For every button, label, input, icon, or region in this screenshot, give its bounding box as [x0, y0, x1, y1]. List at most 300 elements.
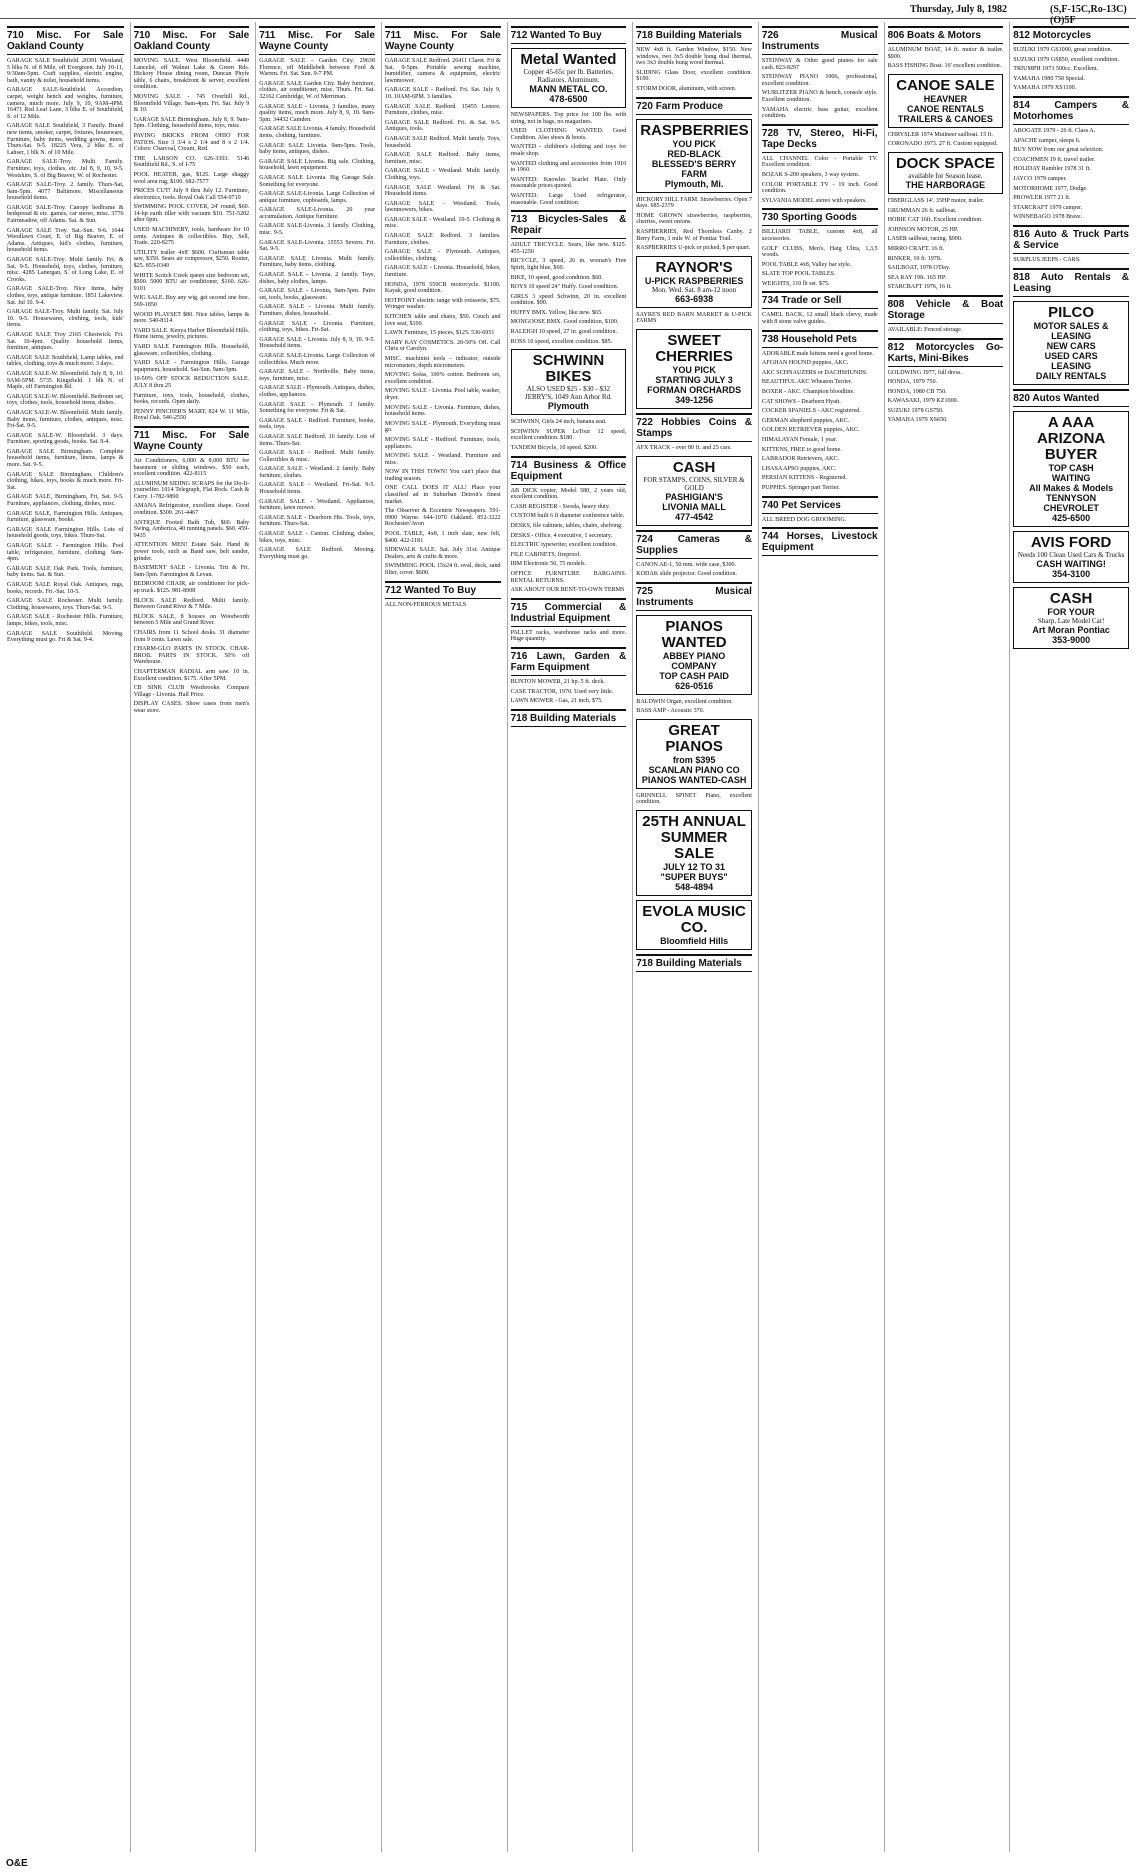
classified-ad: YAMAHA 1980 750 Special. — [1013, 75, 1086, 82]
classified-ad: ALL BREED DOG GROOMING. — [761, 516, 847, 523]
classified-ad: WEIGHTS, 110 lb set. $75. — [761, 280, 830, 287]
classified-ad: YAMAHA electric bass guitar, excellent condition. — [761, 106, 878, 120]
column — [130, 22, 253, 1852]
classified-ad: GARAGE SALE, Farmington Hills. Antiques, furniture, glassware, books. — [7, 510, 124, 524]
section-heading: 726 Musical Instruments — [762, 26, 878, 55]
classified-ad: SURPLUS JEEPS - CARS. — [1013, 256, 1081, 263]
classified-ad: ALUMINUM SIDING SCRAPS for the Do-It-yourselfer. 1014 Telegraph, Flat Rock. Cash & Carry. 1-782-9890 — [133, 480, 250, 500]
display-ad-line: Plymouth, Mi. — [664, 178, 724, 189]
classified-ad: ALL CHANNEL Color - Portable TV. Excellent condition. — [761, 155, 878, 169]
display-ad — [1013, 411, 1129, 527]
classified-ad: KITCHEN table and chairs, $50. Couch and love seat, $100. — [384, 314, 501, 327]
display-ad — [888, 152, 1004, 194]
display-ad — [636, 456, 752, 526]
classified-ad: HOBIE CAT 16ft. Excellent condition. — [887, 217, 983, 224]
display-ad-line: THE HARBORAGE — [905, 179, 986, 190]
display-ad-line: SWEET CHERRIES — [655, 331, 733, 365]
classified-ad: ASK ABOUT OUR RENT-TO-OWN TERMS — [510, 587, 625, 594]
classified-ad: NOW IN THIS TOWN! You can't place that trading season. — [384, 469, 501, 482]
classified-ad: COCKER SPANIELS - AKC registered. — [761, 408, 861, 415]
classified-ad: POOL TABLE 4x8, Valley bar style. — [761, 261, 852, 268]
classified-ad: BUNTON MOWER, 21 hp. 5 ft. deck. — [510, 678, 605, 685]
classified-ad: PUPPIES. Springer part Terrier. — [761, 484, 840, 491]
classified-ad: GARAGE SALE Southfield. 20391 Westland, 5 blks N. of 8 Mile, off Evergreen. July 10-11, 9:30am-5pm. Craft supplies, electric engine, bath, vanity & toilet, household items. — [7, 58, 124, 84]
classified-page — [4, 22, 1132, 1852]
classified-ad: GARAGE SALE Livonia. Big sale. Clothing, household, lawn equipment. — [259, 158, 375, 172]
classified-ad: MOTORHOME 1977, Dodge. — [1013, 185, 1088, 192]
section-heading: 710 Misc. For Sale Oakland County — [7, 26, 124, 55]
display-ad-line: FOR YOUR — [1047, 606, 1095, 617]
classified-ad: KITTENS, FREE to good home. — [761, 446, 842, 453]
classified-ad: HOLIDAY Rambler 1978 31 ft. — [1013, 166, 1091, 173]
classified-ad: BLOCK SALE, 8 houses on Woodworth between 5 Mile and Grand River. — [133, 613, 250, 627]
classified-ad: GERMAN shepherd puppies, AKC. — [761, 417, 850, 424]
classified-ad: FIBERGLASS 14'. 35HP motor, trailer. — [887, 197, 985, 204]
classified-ad: GARAGE SALE Westland. Fri & Sat. Household items. — [384, 184, 501, 198]
display-ad-line: PIANOS WANTED — [661, 617, 727, 651]
display-ad-line: 425-6500 — [1052, 512, 1091, 523]
column — [507, 22, 630, 1852]
page-header — [0, 0, 1136, 26]
display-ad-line: USED CARS — [1044, 350, 1098, 361]
classified-ad: GARAGE SALE - Westland. 10-5. Clothing & misc. — [384, 216, 501, 230]
classified-ad: STEINWAY & Other good pianos for sale cash. 823-8297 — [761, 58, 878, 71]
display-ad-line: Metal Wanted — [520, 51, 617, 68]
display-ad-line: Bloomfield Hills — [660, 936, 729, 947]
classified-ad: 10-50% OFF STOCK REDUCTION SALE. JULY 8 thru 25 — [133, 376, 250, 389]
section-heading: 812 Motorcycles Go-Karts, Mini-Bikes — [888, 338, 1004, 367]
display-ad-line: CANOE RENTALS — [907, 103, 984, 114]
classified-ad: YARD SALE Farmington Hills. Household, glassware, collectibles, clothing. — [133, 343, 250, 357]
classified-ad: STEINWAY PIANO 1906, professional, excellent condition. — [761, 74, 878, 87]
classified-ad: MARY KAY COSMETICS. 20-50% Off. Call Chris or Carolyn. — [384, 339, 501, 353]
classified-ad: GARAGE SALE - Livonia. Furniture, clothing, toys, bikes. Fri-Sat. — [259, 320, 375, 334]
display-ad — [636, 615, 752, 695]
section-heading: 812 Motorcycles — [1013, 26, 1129, 44]
display-ad-line: Plymouth — [547, 401, 589, 412]
classified-ad: DESKS, file cabinets, tables, chairs, shelving. — [510, 523, 623, 529]
display-ad-line: GREAT PIANOS — [665, 721, 723, 755]
classified-ad: GARAGE SALE - Livonia. Household, bikes, furniture. — [384, 265, 501, 279]
classified-ad: GARAGE SALE-W. Bloomfield. Bedroom set, toys, clothes, tools, household items, dishes. — [7, 393, 124, 407]
classified-ad: GARAGE SALE - Dearborn Hts. Tools, toys, furniture. Thurs-Sat. — [259, 514, 375, 528]
display-ad-line: DAILY RENTALS — [1035, 370, 1107, 381]
classified-ad: MOVING SALE - Livonia. Pool table, washer, dryer. — [384, 388, 501, 401]
classified-ad: CASE TRACTOR, 1970. Used very little. — [510, 688, 614, 695]
display-ad-line: JERRY'S, 1049 Ann Arbor Rd. — [524, 393, 612, 402]
classified-ad: TRIUMPH 1973 500cc. Excellent. — [1013, 66, 1099, 73]
section-heading: 725 Musical Instruments — [636, 582, 752, 611]
classified-ad: CANON AE-1, 50 mm. wide case, $300. — [636, 561, 737, 568]
display-ad-line: 25TH ANNUAL SUMMER SALE — [642, 813, 746, 863]
classified-ad: GARAGE SALE Troy 2165 Chestwick. Fri. Sat. 10-4pm. Quality household items, furniture, antiques. — [7, 331, 124, 352]
classified-ad: MOVING SALE - Livonia. Furniture, dishes, household items. — [384, 404, 501, 418]
classified-ad: WANTED clothing and accessories from 1910 to 1960. — [510, 160, 627, 174]
display-ad-line: PIANOS WANTED-CASH — [641, 774, 747, 785]
display-ad — [636, 119, 752, 193]
classified-ad: DISPLAY CASES. Show cases from men's wear store. — [133, 701, 250, 714]
classified-ad: GARAGE SALE Redford. 3 families. Furniture, clothes. — [384, 233, 501, 246]
classified-ad: BOYS 10 speed 24" Huffy. Good condition. — [510, 284, 619, 291]
classified-ad: MISC. machinist tools - indicator, outside micrometers, depth micrometers. — [384, 355, 501, 369]
classified-ad: KODAK slide projector. Good condition. — [636, 571, 738, 578]
classified-ad: GRUMMAN 26 ft. sailboat. — [887, 207, 957, 214]
classified-ad: SUZUKI 1978 GS750. — [887, 407, 944, 414]
display-ad-line: RASPBERRIES — [640, 121, 749, 139]
classified-ad: BOXER - AKC. Champion bloodline. — [761, 389, 855, 396]
classified-ad: SWIMMING POOL COVER, 24' round, $60. 14-hp earth tiller with vacuum $10. 751-5202 after 6pm. — [133, 204, 250, 224]
classified-ad: GARAGE SALE - Garden City. 29638 Florence, off Middlebelt between Ford & Warren. Fri. Sat. Sun. 9-7 PM. — [259, 58, 375, 78]
classified-ad: BIKE, 10 speed, good condition. $60. — [510, 274, 603, 281]
classified-ad: GARAGE SALE Redford. 15455 Lenore. Furniture, clothes, misc. — [384, 103, 501, 117]
classified-ad: The Observer & Eccentric Newspapers. 591-0900 Wayne. 644-1070 Oakland. 852-3222 Rochester/Avon — [384, 508, 501, 528]
classified-ad: WANTED: Knowles Scarlet Plate. Only reasonable prices quoted. — [510, 176, 627, 190]
classified-ad: GARAGE SALE Redford. Fri. & Sat. 9-5. Antiques, tools. — [384, 119, 501, 133]
display-ad-line: NEW CARS — [1046, 340, 1096, 351]
classified-ad: GARAGE SALE-Troy. Multi family. Sat. July 10. 9-5. Housewares, clothing, tools, kids' items. — [7, 309, 124, 329]
classified-ad: HOTPOINT electric range with rotisserie, $75. Wringer washer. — [384, 297, 501, 311]
display-ad-line: CASH — [1049, 589, 1093, 607]
classified-ad: PROWLER 1977 21 ft. — [1013, 195, 1071, 202]
classified-ad: GARAGE SALE Birmingham. July 8, 9. 9am-5pm. Clothing, household items, toys, misc. — [133, 116, 250, 130]
section-heading: 728 TV, Stereo, Hi-Fi, Tape Decks — [762, 124, 878, 153]
classified-ad: LAWN MOWER - Gas, 21 inch, $75. — [510, 698, 603, 705]
display-ad-line: MOTOR SALES & LEASING — [1033, 320, 1109, 341]
classified-ad: AFGHAN HOUND puppies, AKC. — [761, 360, 849, 367]
display-ad-line: PILCO — [1048, 303, 1095, 321]
section-heading: 720 Farm Produce — [636, 97, 752, 115]
display-ad-line: available for Season lease. — [908, 171, 983, 180]
classified-ad: GARAGE SALE Southfield, Lamp tables, end tables, clothing, toys & much more. 3 days. — [7, 354, 124, 368]
display-ad — [636, 810, 752, 896]
section-heading: 718 Building Materials — [636, 954, 752, 972]
classified-ad: GARAGE SALE, Birmingham, Fri, Sat. 9-5. Furniture, appliances, clothing, dishes, misc. — [7, 494, 124, 508]
classified-ad: AVAILABLE: Fenced storage. — [887, 326, 963, 333]
display-ad-line: Mon. Wed. Sat. 8 am-12 noon — [652, 285, 737, 294]
classified-ad: GARAGE SALE - Farmington Hills. Pool table, refrigerator, furniture, clothing. 9am-4pm. — [7, 543, 124, 563]
display-ad-line: LEASING — [1051, 360, 1092, 371]
classified-ad: GARAGE SALE-Livonia. Large Collection of antique furniture, cupboards, lamps. — [259, 191, 375, 204]
display-ad-line: ALSO USED $25 - $30 - $32 — [526, 385, 611, 394]
classified-ad: GARAGE SALE-Troy. Nice items, baby clothes, toys, antique furniture. 1851 Lakeview. Sat. Jul 10. 9-4. — [7, 286, 124, 306]
classified-ad: Air Conditioners, 6,000 & 8,000 BTU for basement or sliding windows. $50 each, excellent condition. 422-8115 — [133, 457, 250, 478]
classified-ad: WHITE Scotch Creek queen size bedroom set, $500. 5000 BTU air conditioner, $160. 626-9101 — [133, 272, 250, 292]
section-heading: 718 Building Materials — [636, 26, 752, 44]
display-ad-line: TENNYSON CHEVROLET — [1043, 492, 1099, 513]
classified-ad: ALUMINUM BOAT, 14 ft. motor & trailer. $900. — [887, 47, 1004, 60]
classified-ad: HUFFY BMX. Yellow, like new. $65. — [510, 309, 603, 316]
display-ad-line: "SUPER BUYS" — [660, 872, 728, 883]
classified-ad: GARAGE SALE - Redford. Fri. Sat. July 9, 10. 10AM-6PM. 3 families. — [384, 87, 501, 100]
section-heading: 712 Wanted To Buy — [385, 581, 501, 599]
display-ad-line: FORMAN ORCHARDS — [647, 384, 742, 395]
display-ad-line: PASHIGIAN'S — [665, 491, 723, 502]
section-heading: 806 Boats & Motors — [888, 26, 1004, 44]
classified-ad: TANDEM Bicycle, 10 speed. $200. — [510, 445, 598, 452]
section-heading: 808 Vehicle & Boat Storage — [888, 295, 1004, 324]
classified-ad: GARAGE SALE - Plymouth. Antiques, collectibles, clothing. — [384, 249, 501, 262]
display-ad-line: JULY 12 TO 31 — [663, 862, 726, 873]
classified-ad: GARAGE SALE Redford. Moving. Everything must go. — [259, 547, 375, 560]
classified-ad: COLOR PORTABLE TV - 19 inch. Good condition. — [761, 181, 878, 195]
classified-ad: PAVING BRICKS FROM OHIO FOR PATIOS. Size 3 3/4 x 2 1/4 and 8 x 2 1/4. Colors: Charcoal, Cream, Red. — [133, 132, 250, 153]
classified-ad: GRINNELL SPINET Piano, excellent condition. — [636, 792, 752, 806]
classified-ad: SAYRE'S RED BARN MARKET & U-PICK FARMS — [636, 311, 752, 325]
classified-ad: SLATE TOP POOL TABLES. — [761, 271, 836, 278]
display-ad — [511, 349, 627, 415]
classified-ad: ELECTRIC typewriter, excellent condition. — [510, 542, 618, 549]
classified-ad: BUY NOW from our great selection. — [1013, 147, 1104, 154]
display-ad-line: CANOE SALE — [896, 76, 995, 94]
classified-ad: GARAGE SALE Oak Park. Tools, furniture, baby items. Sat. & Sun. — [7, 565, 124, 579]
classified-ad: THE LARSON CO. 626-3303. 5146 Southfield Rd., S. of I-75 — [133, 155, 250, 169]
classified-ad: SUZUKI 1979 GS850, excellent condition. — [1013, 56, 1119, 63]
classified-ad: Furniture, toys, tools, household, clothes, books, records. Open daily. — [133, 392, 250, 406]
classified-ad: MONGOOSE BMX. Good condition, $100. — [510, 319, 619, 326]
classified-ad: GARAGE SALE - Livonia. Multi family. Furniture, dishes, household. — [259, 304, 375, 317]
classified-ad: FILE CABINETS, fireproof. — [510, 551, 581, 558]
classified-ad: CAMEL BACK, 12 small black chevy, made with 8 stone valve guides. — [761, 312, 878, 326]
display-ad-line: WAITING — [1051, 472, 1091, 483]
classified-ad: ADULT TRICYCLE. Sears, like new. $125. 455-1250 — [510, 242, 627, 255]
display-ad-line: 349-1256 — [675, 394, 714, 405]
section-heading: 730 Sporting Goods — [762, 208, 878, 226]
classified-ad: CORONADO 1973. 27 ft. Custom equipped. — [887, 141, 998, 148]
display-ad-line: FOR STAMPS, COINS, SILVER & GOLD — [643, 475, 745, 492]
display-ad-line: LIVONIA MALL — [662, 501, 726, 512]
column — [632, 22, 755, 1852]
classified-ad: HOME GROWN strawberries, raspberries, cherries, sweet onions. — [636, 212, 752, 226]
classified-ad: AFX TRACK - over 80 ft. and 25 cars. — [636, 444, 732, 451]
classified-ad: POOL HEATER, gas, $125. Large shaggy wool area rug, $100. 682-7577 — [133, 171, 250, 185]
classified-ad: WOOD PLAYSET $80. Nice tables, lamps & more. 540-8114 — [133, 311, 250, 325]
classified-ad: JAYCO 1979 camper. — [1013, 175, 1067, 182]
classified-ad: SCHWINN, Girls 24 inch, banana seat. — [510, 419, 607, 426]
classified-ad: ALL NON-FERROUS METALS — [384, 601, 467, 608]
classified-ad: JOHNSON MOTOR, 25 HP. — [887, 226, 959, 233]
classified-ad: BOZAK S-200 speakers, 3 way system. — [761, 171, 860, 178]
classified-ad: GARAGE SALE-Troy. 2 family. Thurs-Sat, 9am-5pm. 4077 Baltimore. Miscellaneous household items. — [7, 182, 124, 202]
display-ad-line: 354-3100 — [1052, 568, 1091, 579]
classified-ad: STARCRAFT 1976, 16 ft. — [887, 284, 952, 291]
classified-ad: RINKER, 19 ft. 1978. — [887, 255, 942, 262]
section-heading: 712 Wanted To Buy — [511, 26, 627, 44]
display-ad — [511, 48, 627, 108]
classified-ad: GARAGE SALE Farmington Hills. Lots of household goods, toys, bikes. Thurs-Sat. — [7, 526, 124, 540]
section-heading: 718 Building Materials — [511, 709, 627, 727]
display-ad-line: 663-6938 — [675, 293, 714, 304]
column — [758, 22, 881, 1852]
classified-ad: USED CLOTHING WANTED. Good Condition. Also shoes & boots. — [510, 128, 627, 141]
classified-ad: RASPBERRIES U-pick or picked, $ per quart. — [636, 245, 751, 252]
classified-ad: HIMALAYAN Female, 1 year. — [761, 437, 838, 443]
section-heading: 710 Misc. For Sale Oakland County — [134, 26, 250, 55]
section-heading: 816 Auto & Truck Parts & Service — [1013, 225, 1129, 254]
column — [1009, 22, 1132, 1852]
classified-ad: ROSS 10 speed, excellent condition. $85. — [510, 338, 613, 345]
column — [884, 22, 1007, 1852]
display-ad — [1013, 301, 1129, 385]
classified-ad: OFFICE FURNITURE BARGAINS. RENTAL RETURNS. — [510, 570, 627, 584]
display-ad — [636, 719, 752, 789]
classified-ad: BASS FISHING Boat. 16' excellent condition. — [887, 63, 1002, 70]
display-ad-line: 478-6500 — [549, 94, 588, 104]
classified-ad: PRICES CUT! July 9 thru July 12. Furniture, electronics, tools. Royal Oak Call 554-0710 — [133, 188, 250, 201]
display-ad-line: TOP CASH PAID — [659, 670, 729, 681]
display-ad-line: YOU PICK — [672, 138, 716, 149]
classified-ad: UTILITY trailer 4x8' $600. Craftsman table saw, $350. Sears air compressor, $250. Router, $25. 855-0349 — [133, 249, 250, 270]
classified-ad: MOVING SALE - Plymouth. Everything must go. — [384, 420, 501, 434]
display-ad — [636, 900, 752, 950]
classified-ad: HONDA, 1979 750. — [887, 379, 938, 386]
classified-ad: MOVING Sofas, 100% cotton. Bedroom set, excellent condition. — [384, 372, 501, 385]
classified-ad: SIDEWALK SALE. Sat. July 31st. Antique Dealers, arts & crafts & more. — [384, 547, 501, 560]
classified-ad: GARAGE SALE-W. Bloomfield. Multi family. Baby items, furniture, clothes, antiques, misc. Fri-Sat. 9-5. — [7, 409, 124, 430]
classified-ad: COACHMEN 19 ft. travel trailer. — [1013, 156, 1096, 163]
classified-ad: GARAGE SALE-Troy. Canopy bedframe & bedspread & etc. games, car stereo, misc. 3776 Fairmeadow, off Adams. Sat. & Sun. — [7, 204, 124, 225]
classified-ad: PALLET racks, warehouse racks and more. Huge quantity. — [510, 629, 627, 643]
classified-ad: GOLDWING 1977, full dress. — [887, 369, 962, 376]
classified-ad: BASS AMP - Acoustic 370. — [636, 708, 705, 715]
display-ad-line: DOCK SPACE — [895, 154, 995, 172]
classified-ad: AMANA Refrigerator, excellent shape. Good condition. $300. 261-4467 — [133, 503, 250, 517]
classified-ad: WANTED - children's clothing and toys for resale shop. — [510, 144, 627, 157]
display-ad — [636, 329, 752, 409]
column — [4, 22, 127, 1852]
classified-ad: GARAGE SALE Redford. Baby items, furniture, misc. — [384, 152, 501, 165]
classified-ad: GARAGE SALE Southfield, 3 Family. Brand new items, smoker, carpet, fixtures, houseware, Furniture, baby items, wedding gowns, more. Thurs-Sat. 9-5. 18225 Vera, 2 blks E. of Lahser, 1 blk N. of 10 Mile. — [7, 123, 124, 156]
classified-ad: SUZUKI 1979 GS1000, great condition. — [1013, 47, 1113, 53]
classified-ad: GARAGE SALE - Plymouth. 3 family. Something for everyone. Fri & Sat. — [259, 401, 375, 415]
classified-ad: YARD SALE - Farmington Hills. Garage equipment, household. Sat-Sun. 9am-3pm. — [133, 360, 250, 373]
classified-ad: YAMAHA 1979 XS1100. — [1013, 85, 1077, 92]
classified-ad: BEDROOM CHAIR, air conditioner for pick-up truck. $125. 981-8008 — [133, 581, 250, 594]
section-heading: 724 Cameras & Supplies — [636, 530, 752, 559]
classified-ad: WIG SALE. Buy any wig, get second one free. 569-1850 — [133, 295, 250, 308]
classified-ad: GIRLS 3 speed Schwinn, 20 in. excellent condition. $90. — [510, 293, 627, 307]
classified-ad: NEW 4x8 ft. Garden Window, $150. New windows, two 3x5 double hung dual thermal, two 3x3 double hung wood thermal. — [636, 47, 752, 67]
classified-ad: AKC SCHNAUZERS or DACHSHUNDS. — [761, 369, 868, 376]
display-ad — [636, 256, 752, 308]
classified-ad: GARAGE SALE - Westland. 2 family. Baby furniture, clothes. — [259, 466, 375, 479]
classified-ad: HONDA, 1980 CB 750. — [887, 388, 947, 395]
classified-ad: CAT SHOWS - Dearborn Hyatt. — [761, 398, 841, 405]
classified-ad: BALDWIN Organ, excellent condition. — [636, 698, 733, 705]
classified-ad: STARCRAFT 1979 camper. — [1013, 204, 1083, 211]
classified-ad: CB SINK CLUB Westbrooke. Compare Village - Livonia. Half Price. — [133, 685, 250, 698]
display-ad — [1013, 587, 1129, 649]
display-ad-line: AVIS FORD — [1030, 533, 1112, 551]
section-heading: 711 Misc. For Sale Wayne County — [134, 426, 250, 455]
section-heading: 713 Bicycles-Sales & Repair — [511, 210, 627, 239]
classified-ad: PERSIAN KITTENS - Registered. — [761, 475, 847, 482]
classified-ad: MIRRO CRAFT. 16 ft. — [887, 245, 945, 252]
classified-ad: KAWASAKI, 1979 KZ1000. — [887, 398, 959, 405]
classified-ad: GARAGE SALE - Livonia. July 8, 9, 10. 9-5. Household items. — [259, 336, 375, 350]
classified-ad: YAMAHA 1979 XS650. — [887, 417, 948, 424]
classified-ad: CHAPTERMAN RADIAL arm saw. 10 in. Excellent condition. $175. After 5PM. — [133, 668, 250, 682]
display-ad — [888, 74, 1004, 128]
display-ad-line: YOU PICK — [672, 364, 716, 375]
classified-ad: BEAUTIFUL AKC Wheaton Terrier. — [761, 379, 853, 386]
section-heading: 818 Auto Rentals & Leasing — [1013, 268, 1129, 297]
section-heading: 716 Lawn, Garden & Farm Equipment — [511, 647, 627, 676]
classified-ad: SEA RAY 19ft. 165 HP. — [887, 274, 947, 281]
classified-ad: GARAGE SALE Redford. 26411 Claret. Fri & Sat. 9-5pm. Portable sewing machine, humidifier, camera & equipment, electric lawnmower. — [384, 58, 501, 84]
classified-ad: CASH REGISTER - Sweda, heavy duty. — [510, 503, 610, 510]
classified-ad: WINNEBAGO 1978 Brave. — [1013, 214, 1083, 221]
display-ad-line: All Makes & Models — [1029, 482, 1114, 493]
display-ad-line: from $395 — [672, 754, 716, 765]
classified-ad: RALEIGH 10 speed, 27 in. good condition. — [510, 329, 618, 336]
display-ad-line: MANN METAL CO. — [529, 84, 608, 94]
classified-ad: USED MACHINERY, tools, hardware for 10 cents. Antiques & collectibles. Buy, Sell, Trade. 220-8275 — [133, 227, 250, 247]
display-ad-line: CASH WAITING! — [1036, 558, 1106, 569]
classified-ad: IBM Electronic 50, 75 models. — [510, 561, 587, 568]
classified-ad: GARAGE SALE Livonia. 4 family. Household items, clothing, furniture. — [259, 126, 375, 139]
classified-ad: BASEMENT SALE - Livonia. Trtt & Fri. 9am-5pm. Farmington & Levan. — [133, 565, 250, 578]
classified-ad: HICKORY HILL FARM. Strawberries. Open 7 days. 685-2379 — [636, 196, 752, 210]
display-ad-line: Copper 45-65c per lb. Batteries. Radiators. Aluminum. — [523, 68, 614, 84]
classified-ad: WANTED: Large Used refrigerator, reasonable. Good condition. — [510, 192, 627, 206]
column — [381, 22, 504, 1852]
section-heading: 814 Campers & Motorhomes — [1013, 96, 1129, 125]
classified-ad: MOVING SALE - Westland. Furniture and misc. — [384, 453, 501, 466]
classified-ad: GARAGE SALE Troy. Sat.-Sun. 9-6. 1644 Woodlawn Court, E. of Big Beaver, E. of Adams. Antiques, kid's clothes, furniture, household items. — [7, 227, 124, 254]
display-ad-line: STARTING JULY 3 — [655, 374, 733, 385]
display-ad-line: 477-4542 — [675, 511, 714, 522]
section-heading: 714 Business & Office Equipment — [511, 456, 627, 485]
classified-ad: MOVING SALE. West Bloomfield. 4449 Lancelot, off Walnut Lake & Green Rds. Hickory House dining room, Duncan Phyfe table, 6 chairs, breakfront & server, excellent condition. — [133, 58, 250, 91]
display-ad-line: 626-0516 — [675, 680, 714, 691]
display-ad-line: RAYNOR'S — [655, 258, 733, 276]
section-heading: 740 Pet Services — [762, 496, 878, 514]
classified-ad: GARAGE SALE - Rochester Hills. Furniture, lamps, bikes, tools, misc. — [7, 614, 124, 627]
classified-ad: GARAGE SALE Southfield. Moving. Everything must go. Fri & Sat. 9-4. — [7, 630, 124, 644]
classified-ad: GARAGE SALE-W. Bloomfield. 3 days. Furniture, sporting goods, books. Sat. 9-4. — [7, 432, 124, 446]
classified-ad: ADORABLE male kittens need a good home. — [761, 350, 874, 357]
classified-ad: GARAGE SALE - Livonia. 2 family. Toys, dishes, baby clothes, lamps. — [259, 272, 375, 285]
classified-ad: DESKS - Office, 4 executive, 1 secretary. — [510, 532, 613, 539]
classified-ad: ONE CALL DOES IT ALL! Place your classified ad in Suburban Detroit's finest market. — [384, 485, 501, 505]
classified-ad: SWIMMING POOL 15x24 ft. oval, deck, sand filter, cover. $600. — [384, 563, 501, 576]
display-ad-line: 548-4894 — [675, 882, 714, 893]
classified-ad: SAILBOAT, 1978 O'Day. — [887, 265, 951, 272]
section-heading: 738 Household Pets — [762, 330, 878, 348]
section-heading: 711 Misc. For Sale Wayne County — [385, 26, 501, 55]
classified-ad: GARAGE SALE-W. Bloomfield. July 8, 9, 10. 9AM-5PM. 5735 Kingsfield. 1 blk N. of Maple, off Farmington Rd. — [7, 370, 124, 391]
classified-ad: GARAGE SALE-Livonia. 3 family. Clothing, misc. 9-5. — [259, 223, 375, 237]
classified-ad: GARAGE SALE Garden City. Baby furniture, clothes, air conditioner, misc. Thurs. Fri. Sat. 32162 Cambridge, W. of Merriman. — [259, 80, 375, 100]
display-ad-line: SCHWINN BIKES — [532, 352, 605, 386]
display-ad-line: Sharp, Late Model Car! — [1037, 616, 1105, 625]
classified-ad: MOVING SALE - Redford. Furniture, tools, appliances. — [384, 436, 501, 450]
classified-ad: GARAGE SALE Redford. Multi family. Toys, household. — [384, 135, 501, 149]
display-ad-line: 353-9000 — [1052, 634, 1091, 645]
classified-ad: SYLVANIA MODEL stereo with speakers. — [761, 197, 867, 204]
section-heading: 711 Misc. For Sale Wayne County — [259, 26, 375, 55]
display-ad-line: TRAILERS & CANOES — [897, 113, 993, 124]
classified-ad: GARAGE SALE - Livonia, 9am-5pm. Patio set, tools, books, glassware. — [259, 288, 375, 301]
display-ad-line: TOP CA$H — [1048, 462, 1094, 473]
classified-ad: ANTIQUE Footed Bath Tub, $60. Baby Swing, Amberica, 40 running panels. $60. 459-9435 — [133, 519, 250, 539]
classified-ad: GARAGE SALE - Redford. Multi family. Collectibles & misc. — [259, 450, 375, 463]
classified-ad: GARAGE SALE - Plymouth. Antiques, dishes, clothes, appliances. — [259, 385, 375, 398]
display-ad-line: Art Moran Pontiac — [1032, 624, 1110, 635]
classified-ad: GARAGE SALE Livonia. Big Garage Sale. Something for everyone. — [259, 174, 375, 188]
classified-ad: GARAGE SALE Royal Oak. Antiques, rugs, books, records. Fri.-Sat. 10-5. — [7, 581, 124, 595]
section-heading: 734 Trade or Sell — [762, 291, 878, 309]
